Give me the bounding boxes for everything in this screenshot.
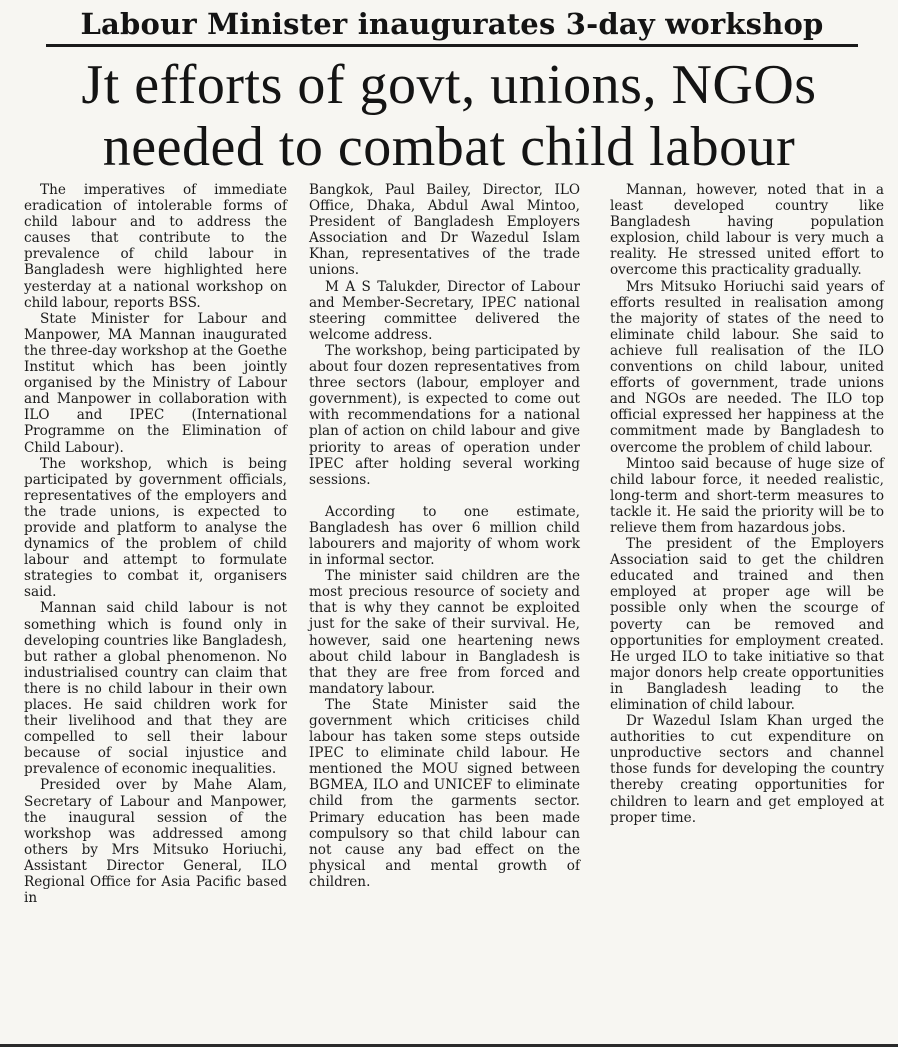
kicker-headline: Labour Minister inaugurates 3-day workshop xyxy=(46,4,858,47)
article-column-1 xyxy=(24,182,287,906)
paragraph: Presided over by Mahe Alam, Secretary of Labour and Manpower, the inaugural session of the workshop was addressed among others by Mrs Mitsuko Horiuchi, Assistant Director General, ILO Regional Office for Asia Pacific based in xyxy=(24,777,287,907)
paragraph: Mannan said child labour is not something which is found only in developing countries like Bangladesh, but rather a global phenomenon. No industrialised country can claim that there is no child labour in their own places. He said children work for their livelihood and that they are compelled to sell their labour because of social injustice and prevalence of economic inequalities. xyxy=(24,600,287,778)
article-column-3 xyxy=(610,182,884,826)
paragraph: Mannan, however, noted that in a least developed country like Bangladesh having population explosion, child labour is very much a reality. He stressed united effort to overcome this practicality gradually. xyxy=(610,182,884,279)
article-column-2 xyxy=(309,182,580,890)
paragraph: Bangkok, Paul Bailey, Director, ILO Office, Dhaka, Abdul Awal Mintoo, President of Bangladesh Employers Association and Dr Wazedul Islam Khan, representatives of the trade unions. xyxy=(309,182,580,279)
paragraph: The imperatives of immediate eradication of intolerable forms of child labour and to address the causes that contribute to the prevalence of child labour in Bangladesh were highlighted here yesterday at a national workshop on child labour, reports BSS. xyxy=(24,182,287,311)
paragraph: The State Minister said the government which criticises child labour has taken some steps outside IPEC to eliminate child labour. He mentioned the MOU signed between BGMEA, ILO and UNICEF to eliminate child from the garments sector. Primary education has been made compulsory so that child labour can not cause any bad effect on the physical and mental growth of children. xyxy=(309,696,580,890)
headline-line-2: needed to combat child labour xyxy=(102,116,796,178)
paragraph: Dr Wazedul Islam Khan urged the authorities to cut expenditure on unproductive sectors and channel those funds for developing the country thereby creating opportunities for children to learn and get employed at proper time. xyxy=(610,713,884,826)
paragraph: Mintoo said because of huge size of child labour force, it needed realistic, long-term and short-term measures to tackle it. He said the priority will be to relieve them from hazardous jobs. xyxy=(610,455,884,536)
main-headline xyxy=(10,54,888,178)
paragraph: Mrs Mitsuko Horiuchi said years of efforts resulted in realisation among the majority of states of the need to eliminate child labour. She said to achieve full realisation of the ILO conventions on child labour, united efforts of government, trade unions and NGOs are needed. The ILO top official expressed her happiness at the commitment made by Bangladesh to overcome the problem of child labour. xyxy=(610,278,884,456)
paragraph: The workshop, being participated by about four dozen representatives from three sectors (labour, employer and government), is expected to come out with recommendations for a national plan of action on child labour and give priority to areas of operation under IPEC after holding several working sessions. xyxy=(309,342,580,488)
paragraph: The minister said children are the most precious resource of society and that is why they cannot be exploited just for the sake of their survival. He, however, said one heartening news about child labour in Bangladesh is that they are free from forced and mandatory labour. xyxy=(309,568,580,697)
paragraph: M A S Talukder, Director of Labour and Member-Secretary, IPEC national steering committee delivered the welcome address. xyxy=(309,278,580,343)
paragraph: State Minister for Labour and Manpower, MA Mannan inaugurated the three-day workshop at the Goethe Institut which has been jointly organised by the Ministry of Labour and Manpower in collaboration with ILO and IPEC (International Programme on the Elimination of Child Labour). xyxy=(24,310,287,456)
headline-line-1: Jt efforts of govt, unions, NGOs xyxy=(81,54,817,116)
paragraph: According to one estimate, Bangladesh has over 6 million child labourers and majority of whom work in informal sector. xyxy=(309,503,580,569)
paragraph: The workshop, which is being participated by government officials, representatives of the employers and the trade unions, is expected to provide and platform to analyse the dynamics of the problem of child labour and attempt to formulate strategies to combat it, organisers said. xyxy=(24,455,287,601)
paragraph: The president of the Employers Association said to get the children educated and trained and then employed at proper age will be possible only when the scourge of poverty can be removed and opportunities for employment created. He urged ILO to take initiative so that major donors help create opportunities in Bangladesh leading to the elimination of child labour. xyxy=(610,536,884,713)
